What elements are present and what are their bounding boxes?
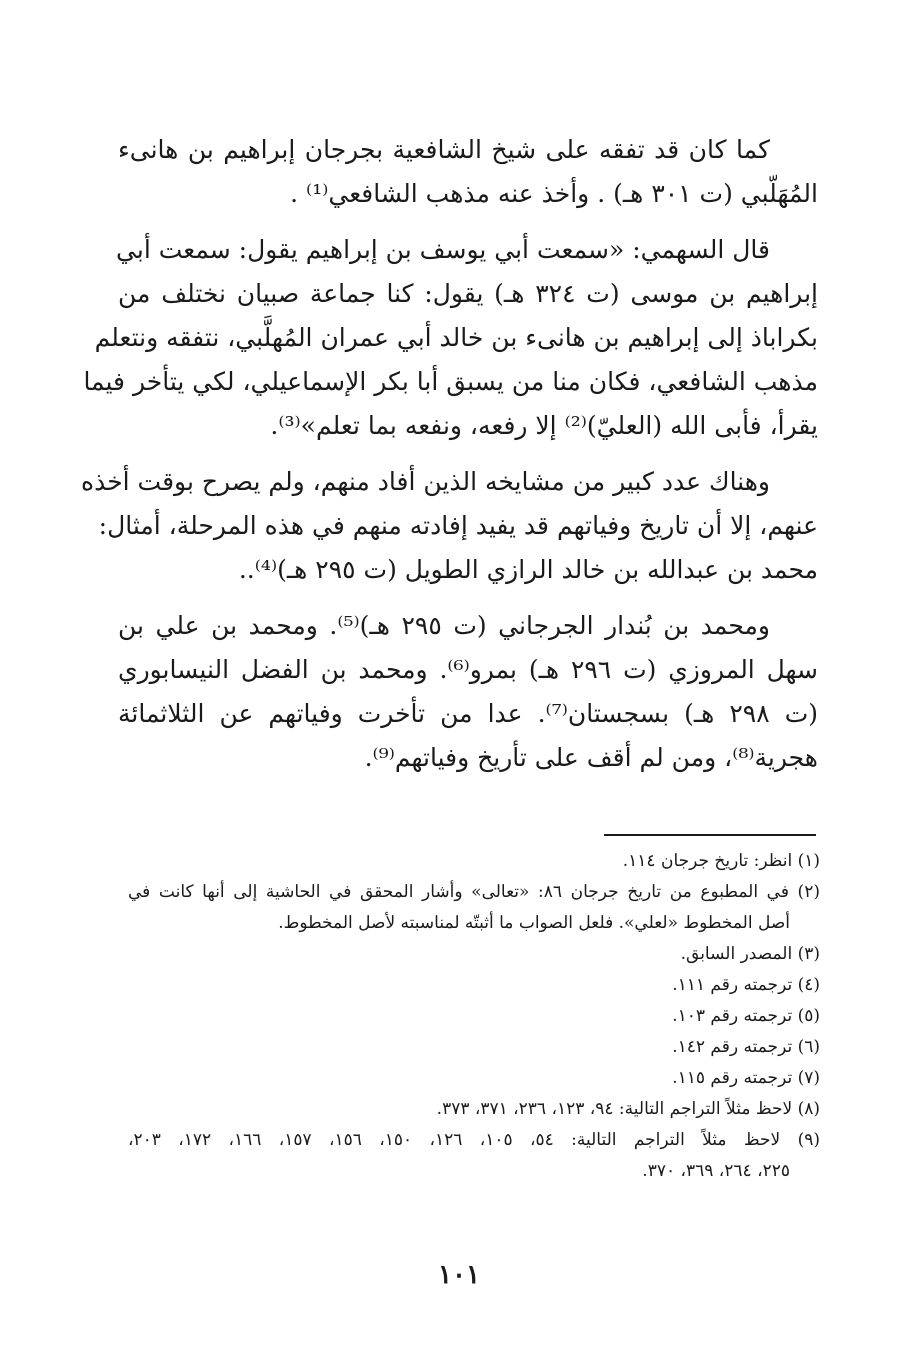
- text-line: هجرية⁽⁸⁾، ومن لم أقف على تأريخ وفياتهم⁽⁹⁾.: [364, 743, 818, 772]
- footnote-4: (٤) ترجمته رقم ١١١.: [672, 975, 820, 995]
- paragraph-2: [83, 228, 818, 448]
- footnote-6: (٦) ترجمته رقم ١٤٢.: [672, 1037, 820, 1057]
- footnotes: [128, 846, 820, 1187]
- text-line: كما كان قد تفقه على شيخ الشافعية بجرجان إبراهيم بن هانىء: [118, 135, 770, 164]
- footnote-2: (٢) في المطبوع من تاريخ جرجان ٨٦: «تعالى» وأشار المحقق في الحاشية إلى أنها كانت في: [128, 882, 820, 902]
- footnote-7: (٧) ترجمته رقم ١١٥.: [672, 1068, 820, 1088]
- main-text: [80, 128, 818, 792]
- paragraph-3: [80, 460, 818, 592]
- text-line: يقرأ، فأبى الله (العليّ)⁽²⁾ إلا رفعه، ونفعه بما تعلم»⁽³⁾.: [270, 411, 818, 440]
- footnote-3: (٣) المصدر السابق.: [680, 944, 820, 964]
- text-line: وهناك عدد كبير من مشايخه الذين أفاد منهم، ولم يصرح بوقت أخذه: [80, 467, 770, 496]
- text-line: المُهَلّبي (ت ٣٠١ هـ) . وأخذ عنه مذهب الشافعي⁽¹⁾ .: [290, 179, 818, 208]
- text-line: ومحمد بن بُندار الجرجاني (ت ٢٩٥ هـ)⁽⁵⁾. ومحمد بن علي بن: [118, 611, 770, 640]
- page-number: ١٠١: [438, 1260, 480, 1290]
- text-line: بكراباذ إلى إبراهيم بن هانىء بن خالد أبي عمران المُهلَّبي، نتفقه ونتعلم: [94, 323, 818, 352]
- text-line: مذهب الشافعي، فكان منا من يسبق أبا بكر الإسماعيلي، لكي يتأخر فيما: [83, 367, 818, 396]
- paragraph-4: [118, 604, 818, 780]
- footnote-5: (٥) ترجمته رقم ١٠٣.: [672, 1006, 820, 1026]
- footnote-9-continued: ٢٢٥، ٢٦٤، ٣٦٩، ٣٧٠.: [642, 1161, 790, 1181]
- text-line: عنهم، إلا أن تاريخ وفياتهم قد يفيد إفادته منهم في هذه المرحلة، أمثال:: [98, 511, 818, 540]
- text-line: قال السهمي: «سمعت أبي يوسف بن إبراهيم يقول: سمعت أبي: [116, 235, 770, 264]
- text-line: إبراهيم بن موسى (ت ٣٢٤ هـ) يقول: كنا جماعة صبيان نختلف من: [118, 279, 818, 308]
- paragraph-1: [118, 128, 818, 216]
- footnote-1: (١) انظر: تاريخ جرجان ١١٤.: [622, 851, 820, 871]
- footnote-9: (٩) لاحظ مثلاً التراجم التالية: ٥٤، ١٠٥، ١٢٦، ١٥٠، ١٥٦، ١٥٧، ١٦٦، ١٧٢، ٢٠٣،: [128, 1130, 821, 1150]
- text-line: محمد بن عبدالله بن خالد الرازي الطويل (ت ٢٩٥ هـ)⁽⁴⁾..: [238, 555, 818, 584]
- footnote-8: (٨) لاحظ مثلاً التراجم التالية: ٩٤، ١٢٣، ٢٣٦، ٣٧١، ٣٧٣.: [436, 1099, 820, 1119]
- text-line: (ت ٢٩٨ هـ) بسجستان⁽⁷⁾. عدا من تأخرت وفياتهم عن الثلاثمائة: [118, 699, 818, 728]
- text-line: سهل المروزي (ت ٢٩٦ هـ) بمرو⁽⁶⁾. ومحمد بن الفضل النيسابوري: [118, 655, 818, 684]
- footnote-2-continued: أصل المخطوط «لعلي». فلعل الصواب ما أثبتّه لمناسبته لأصل المخطوط.: [278, 913, 790, 933]
- footnote-divider: [604, 834, 816, 836]
